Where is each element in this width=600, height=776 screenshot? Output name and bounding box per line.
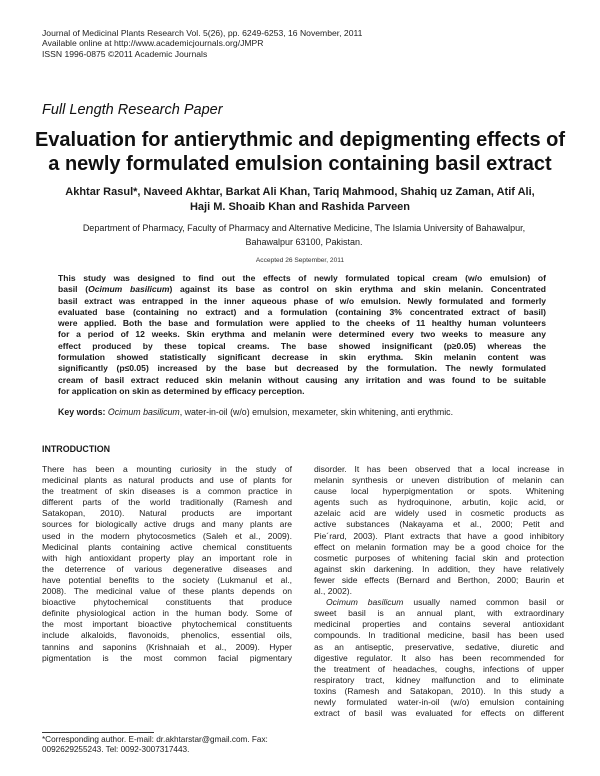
body-text-line: respiratory tract, kidney malfunction and to eliminate [314,674,564,685]
abstract-line: formulation showed statistically significant decrease in skin erythma. Skin melanin content was [58,352,546,363]
footnote-line: 0092629255243. Tel: 0092-3007317443. [42,745,190,755]
body-text-line [314,597,564,608]
journal-issn: ISSN 1996-0875 ©2011 Academic Journals [42,48,208,59]
abstract-line: effect produced by these topical creams. The base showed insignificant (p≥0.05) whereas the [58,340,546,351]
body-column-right [314,464,564,719]
body-text-line: tannins and saponins (Krishnaiah et al., 2009). Hyper [42,641,292,652]
body-text-line: agents such as hydroquinone, arbutin, kojic acid, or [314,497,564,508]
text-segment: basil ( [58,284,89,295]
authors-line: Akhtar Rasul*, Naveed Akhtar, Barkat Ali Khan, Tariq Mahmood, Shahiq uz Zaman, Atif Ali, [65,186,535,198]
body-text-line: different parts of the world traditionally (Ramesh and [42,497,292,508]
body-text-line: cause local hyperpigmentation or spots. Whitening [314,486,564,497]
affiliation-line: Department of Pharmacy, Faculty of Pharmacy and Alternative Medicine, The Islamia University of Bahawalpur, [82,223,526,233]
body-text-line: fewer side effects (Bernard and Berthon, 2000; Baurin et [314,574,564,585]
body-text-line: toxins (Ramesh and Satakopan, 2010). In this study a [314,685,564,696]
body-text-line: 2008). The medicinal value of these plants depends on [42,586,292,597]
body-text-line: definite physiological action in the human body. Some of [42,608,292,619]
body-text-line: the deterrence of various degenerative diseases and [42,563,292,574]
affiliation-line: Bahawalpur 63100, Pakistan. [245,236,363,247]
body-text-line: effect on melanin formation may be a good choice for the [314,541,564,552]
corresponding-author-footnote [42,735,294,756]
title-line: a newly formulated emulsion containing basil extract [48,153,552,175]
body-text-line: pigmentation is the most common facial pigmentary [42,652,292,663]
keywords [58,407,548,418]
body-column-left [42,464,292,664]
body-text-line: sources for biologically active drugs and many plants are [42,519,292,530]
abstract-line: evaluated base (containing no extract) and a formulation (containing 3% concentrated extract of basil) [58,306,546,317]
section-heading-introduction: INTRODUCTION [42,444,111,454]
body-text-line: al., 2002). [314,586,353,597]
abstract-line: This study was designed to find out the effects of newly formulated topical cream (w/o emulsion) of [58,273,546,283]
body-text-line: the treatment of headaches, coughs, infections of upper [314,663,564,674]
journal-header [42,28,562,59]
species-name: Ocimum basilicum [88,284,170,295]
body-text-line: melanin synthesis or uneven distribution of melanin can [314,475,564,486]
footnote-divider [42,732,154,733]
abstract-line: basil extract was entrapped in the inner aqueous phase of w/o emulsion. Newly formulated and formerly [58,295,546,306]
journal-citation: Journal of Medicinal Plants Research Vol. 5(26), pp. 6249-6253, 16 November, 2011 [42,28,363,38]
accepted-date: Accepted 26 September, 2011 [255,257,345,264]
affiliation [56,222,552,249]
body-text-line: medicinal plants as natural products and use of plants for [42,475,292,486]
body-text-line: compounds. In traditional medicine, basil has been used [314,630,564,641]
keywords-list: , water-in-oil (w/o) emulsion, mexameter, skin whitening, anti erythmic. [179,407,454,417]
body-text-line: Medicinal plants containing active chemical constituents [42,541,292,552]
journal-url: Available online at http://www.academicjournals.org/JMPR [42,38,264,49]
body-text-line: as an antiseptic, preservative, sedative, diuretic and [314,641,564,652]
body-text-line: There has been a mounting curiosity in the study of [42,464,292,474]
body-text-line: against skin darkening. In addition, they have relatively [314,563,564,574]
abstract-line: were applied. Both the base and formulation were applied to the cheeks of 11 healthy human volunteers [58,318,546,329]
body-text-line: Pie´rard, 2003). Plant extracts that have a good inhibitory [314,530,564,541]
body-text-line: the most important bioactive phytochemical constituents [42,619,292,630]
footnote-line: *Corresponding author. E-mail: dr.akhtarstar@gmail.com. Fax: [42,735,268,744]
text-segment: ) against its base as control on skin erythma and skin melanin. Concentrated [169,284,546,295]
body-text-line: cosmetic purposes of whitening facial skin and protection [314,552,564,563]
body-text-line: include alkaloids, flavonoids, phenolics, essential oils, [42,630,292,641]
body-text-line: disorder. It has been observed that a local increase in [314,464,564,474]
abstract-line: for a period of 12 weeks. Skin erythma and melanin were determined every two weeks to measure any [58,329,546,340]
abstract-line: for application on skin as determined by efficacy perception. [58,385,305,396]
body-text-line: with high antioxidant property play an important role in [42,552,292,563]
body-text-line: digestive regulator. It also has been recommended for [314,652,564,663]
author-list [40,185,560,214]
body-text-line: the treatment of skin diseases is a common practice in [42,486,292,497]
abstract-line: cream of basil extract reduced skin melanin without causing any irritation and was found to be suitable [58,374,546,385]
authors-line: Haji M. Shoaib Khan and Rashida Parveen [189,200,411,213]
paper-title [30,128,570,176]
body-text-line: newly formulated water-in-oil (w/o) emulsion containing [314,696,564,707]
body-text-line: used in the modern phytocosmetics (Saleh et al., 2009). [42,530,292,541]
body-text-line: sweet basil is an annual plant, with extraordinary [314,608,564,619]
keywords-species: Ocimum basilicum [107,407,180,417]
body-text-line: bioactive phytochemical constituents that produce [42,597,292,608]
body-text-line: active substances (Nakayama et al., 2000; Petit and [314,519,564,530]
abstract [58,273,546,397]
abstract-line [58,284,546,295]
keywords-label: Key words: [58,407,106,417]
abstract-line: significantly (p≤0.05) increased by the base but decreased by the formulation. The newly formulated [58,363,546,374]
body-text-line: azelaic acid are widely used in cosmetic products as [314,508,564,519]
text-segment: usually named common basil or [403,597,565,608]
paper-type: Full Length Research Paper [42,102,223,118]
species-name: Ocimum basilicum [326,597,404,608]
body-text-line: extract of basil was evaluated for effects on different [314,708,564,719]
body-text-line: Satakopan, 2010). Natural products are important [42,508,292,519]
title-line: Evaluation for antierythmic and depigmenting effects of [34,129,566,151]
body-text-line: medicinal properties and contains several antioxidant [314,619,564,630]
body-text-line: have potential benefits to the society (Lukmanul et al., [42,574,292,585]
